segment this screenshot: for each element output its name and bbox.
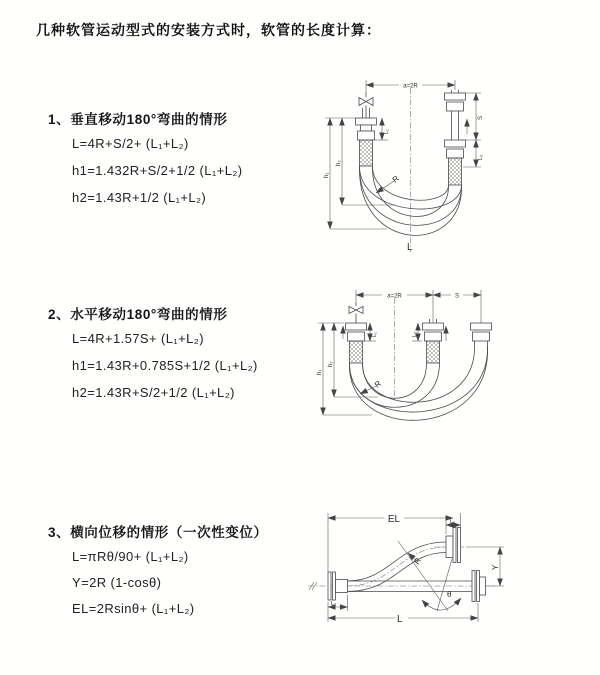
dim-h2-label: h₂ bbox=[336, 160, 342, 166]
dim-l1-label: L₁ bbox=[450, 519, 455, 525]
diagram-horizontal-bend bbox=[310, 283, 515, 455]
radius-label: R bbox=[372, 378, 383, 390]
section-3-formula-y: Y=2R (1-cosθ) bbox=[72, 575, 162, 590]
page-title: 几种软管运动型式的安装方式时，软管的长度计算： bbox=[36, 22, 381, 38]
section-3-formula-el: EL=2Rsinθ+ (L₁+L₂) bbox=[72, 601, 195, 616]
diagram-lateral-displacement bbox=[300, 503, 600, 645]
section-2-formula-l: L=4R+1.57S+ (L₁+L₂) bbox=[72, 331, 204, 346]
length-label: L bbox=[397, 614, 403, 625]
displaced-hose bbox=[348, 542, 447, 592]
dim-a2r-label: a=2R bbox=[387, 293, 402, 300]
section-3-formula-l: L=πRθ/90+ (L₁+L₂) bbox=[72, 549, 189, 564]
dim-l2-label: L₂ bbox=[412, 331, 418, 337]
length-label: L bbox=[407, 242, 413, 253]
valve-icon bbox=[349, 302, 363, 323]
section-2-formula-h2: h2=1.43R+S/2+1/2 (L₁+L₂) bbox=[72, 385, 235, 400]
left-fitting bbox=[346, 323, 367, 363]
left-flange bbox=[328, 572, 348, 600]
valve-icon bbox=[359, 92, 373, 118]
radius-label: R bbox=[390, 173, 401, 185]
section-1-heading: 1、垂直移动180°弯曲的情形 bbox=[48, 112, 228, 127]
right-fitting bbox=[471, 323, 492, 346]
section-3-heading: 3、横向位移的情形（一次性变位） bbox=[48, 525, 268, 540]
dim-l1-label: L₁ bbox=[372, 332, 378, 337]
angle-theta-label: θ bbox=[447, 590, 452, 599]
section-1-formula-h1: h1=1.432R+S/2+1/2 (L₁+L₂) bbox=[72, 163, 243, 178]
upper-flange bbox=[435, 528, 468, 563]
section-1-formula-l: L=4R+S/2+ (L₁+L₂) bbox=[72, 136, 189, 151]
dim-s-label: S bbox=[454, 293, 460, 300]
dim-y-label: Y bbox=[491, 564, 500, 570]
dim-l1-label: L₁ bbox=[384, 129, 390, 134]
section-1-formula-h2: h2=1.43R+1/2 (L₁+L₂) bbox=[72, 190, 207, 205]
hose-curves bbox=[349, 346, 487, 420]
right-flange bbox=[472, 571, 486, 602]
dim-l2-label: L₂ bbox=[478, 154, 484, 160]
dim-el-label: EL bbox=[387, 514, 401, 525]
dim-h2-label: h₂ bbox=[328, 361, 334, 367]
dim-a2r-label: a=2R bbox=[403, 83, 418, 90]
section-2-heading: 2、水平移动180°弯曲的情形 bbox=[48, 307, 228, 322]
section-2-formula-h1: h1=1.43R+0.785S+1/2 (L₁+L₂) bbox=[72, 358, 258, 373]
dim-s-label: S bbox=[478, 115, 484, 120]
radius-label: R bbox=[412, 556, 423, 567]
middle-fitting bbox=[423, 319, 444, 363]
dim-l2-label: L₂ bbox=[331, 601, 337, 607]
diagram-vertical-bend bbox=[315, 72, 510, 257]
dim-h1-label: h₁ bbox=[324, 172, 330, 178]
dim-h1-label: h₁ bbox=[317, 369, 323, 375]
right-fitting bbox=[445, 90, 466, 185]
